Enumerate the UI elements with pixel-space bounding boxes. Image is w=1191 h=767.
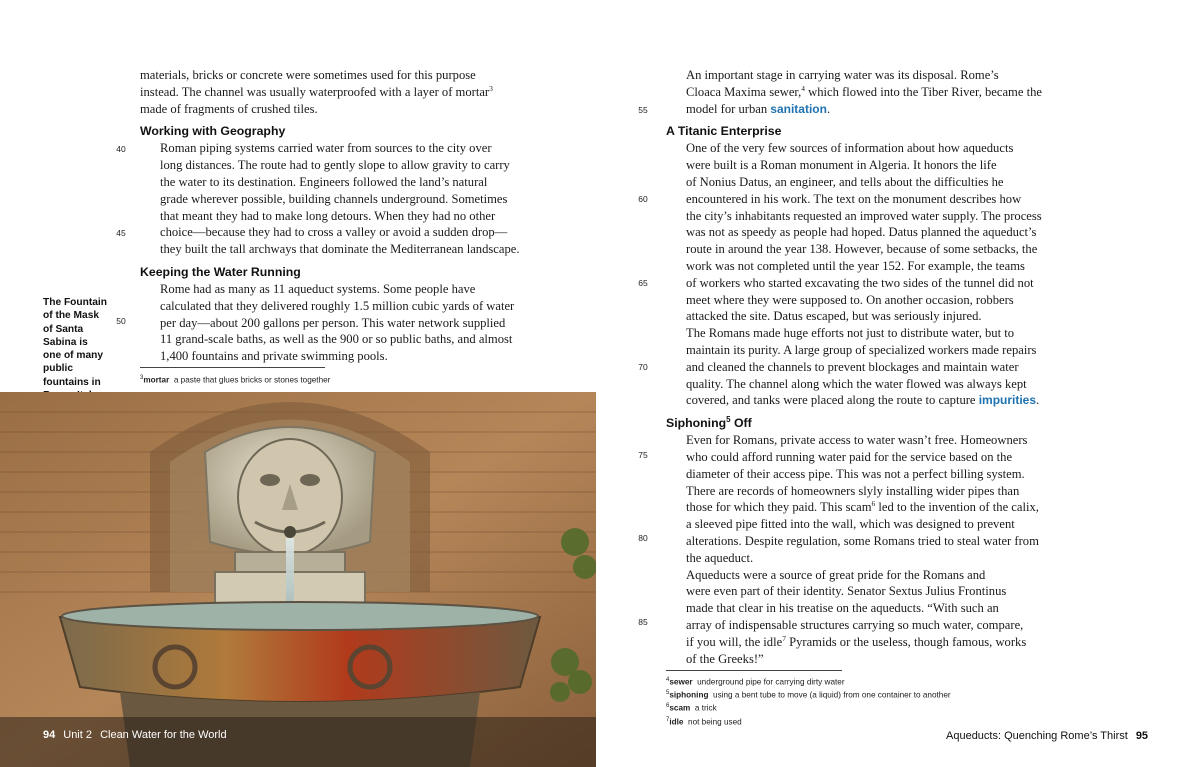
unit-title: Clean Water for the World	[100, 729, 227, 741]
footnote-sewer: $^4$sewer underground pipe for carrying dirty water	[666, 677, 845, 687]
pride-paragraph: Aqueducts were a source of great pride for the Romans and were even part of their identity. Senator Sextus Julius Frontinus made that clear in his treatise on the aqueducts. “With such an array of indispensable structures carrying so much water, compare, if you will, the idle$^7$ Pyramids or the useless, though famous, works of the Greeks!”	[686, 567, 1027, 666]
line-number: 75	[638, 450, 648, 460]
heading-titanic-enterprise: A Titanic Enterprise	[666, 124, 782, 139]
siphoning-paragraph: Even for Romans, private access to water wasn’t free. Homeowners who could afford running water paid for the service based on the diameter of their access pipe. This was not a perfect billing system. There are records of homeowners slyly installing wider pipes than those for which they paid. This scam$^6$ led to the invention of the calix, a sleeved pipe fitted into the wall, which was designed to prevent alterations. Despite regulation, some Romans tried to steal water from the aqueduct.	[686, 433, 1039, 565]
titanic-paragraph: One of the very few sources of information about how aqueducts were built is a Roman monument in Algeria. It honors the life of Nonius Datus, an engineer, and tells about the difficulties he encountered in his work. The text on the monument describes how the city’s inhabitants requested an improved water supply. The process was not as speedy as people had hoped. Datus planned the aqueduct’s route in around the year 138. However, because of some setbacks, the work was not completed until the year 152. For example, the teams of workers who started excavating the two sides of the tunnel did not meet where they were supposed to. On another occasion, robbers attacked the site. Datus escaped, but was seriously injured.	[686, 141, 1042, 324]
left-page-number: 94	[43, 729, 56, 741]
disposal-paragraph: An important stage in carrying water was its disposal. Rome’s Cloaca Maxima sewer,$^4$ which flowed into the Tiber River, became the model for urban sanitation.	[686, 68, 1042, 116]
left-folio	[43, 729, 227, 741]
fountain-photo	[0, 392, 596, 767]
footnote-scam: $^6$scam a trick	[666, 703, 717, 714]
footnote-idle: $^7$idle not being used	[666, 716, 742, 727]
fountain-illustration	[0, 392, 596, 767]
right-page-number: 95	[1135, 730, 1149, 742]
line-number: 60	[638, 194, 648, 204]
right-folio	[946, 730, 1148, 742]
right-page-column	[666, 67, 1051, 667]
geography-paragraph: Roman piping systems carried water from sources to the city over long distances. The route had to gently slope to allow gravity to carry the water to its destination. Engineers followed the land’s natural grade wherever possible, building channels underground. Sometimes that meant they had to make long detours. When they had no other choice—because they had to cross a valley or avoid a sudden drop— they built the tall archways that dominate the Mediterranean landscape.	[160, 141, 520, 257]
chapter-title: Aqueducts: Quenching Rome’s Thirst	[946, 730, 1128, 742]
footnote-rule	[666, 670, 842, 671]
vocab-sanitation[interactable]: sanitation	[770, 101, 827, 116]
left-footnotes	[140, 367, 331, 386]
line-number: 40	[116, 144, 126, 154]
heading-siphoning-off: Siphoning$^5$ Off	[666, 415, 752, 431]
intro-paragraph: materials, bricks or concrete were sometimes used for this purpose instead. The channel was usually waterproofed with a layer of mortar$^3$ made of fragments of crushed tiles.	[140, 68, 493, 116]
footnote-siphoning: $^5$siphoning using a bent tube to move (a liquid) from one container to another	[666, 690, 951, 700]
heading-keeping-water-running: Keeping the Water Running	[140, 264, 301, 279]
line-number: 50	[116, 316, 126, 326]
photo-caption: The Fountain of the Mask of Santa Sabina is one of many public fountains in	[43, 296, 107, 416]
heading-working-with-geography: Working with Geography	[140, 124, 286, 139]
footnote-rule	[140, 367, 325, 368]
line-number: 80	[638, 533, 648, 543]
line-number: 85	[638, 617, 648, 627]
vocab-impurities[interactable]: impurities	[978, 393, 1037, 408]
footnote-mortar: $^3$mortar a paste that glues bricks or stones together	[140, 375, 331, 385]
line-number: 45	[116, 228, 126, 238]
unit-label: Unit 2	[63, 729, 92, 741]
line-number: 65	[638, 278, 648, 288]
left-page-column	[140, 67, 535, 365]
line-number: 55	[638, 105, 648, 115]
purity-paragraph: The Romans made huge efforts not just to distribute water, but to maintain its purity. A large group of specialized workers made repairs and cleaned the channels to prevent blockages and maintain water quality. The channel along which the water flowed was always kept covered, and tanks were placed along the route to capture impurities.	[686, 326, 1040, 408]
line-number: 70	[638, 362, 648, 372]
water-running-paragraph: Rome had as many as 11 aqueduct systems. Some people have calculated that they delivered roughly 1.5 million cubic yards of water per day—about 200 gallons per person. This water network supplied 11 grand-scale baths, as well as the 900 or so public baths, and almost 1,400 fountains and private swimming pools.	[160, 281, 515, 364]
right-footnotes	[666, 670, 951, 728]
